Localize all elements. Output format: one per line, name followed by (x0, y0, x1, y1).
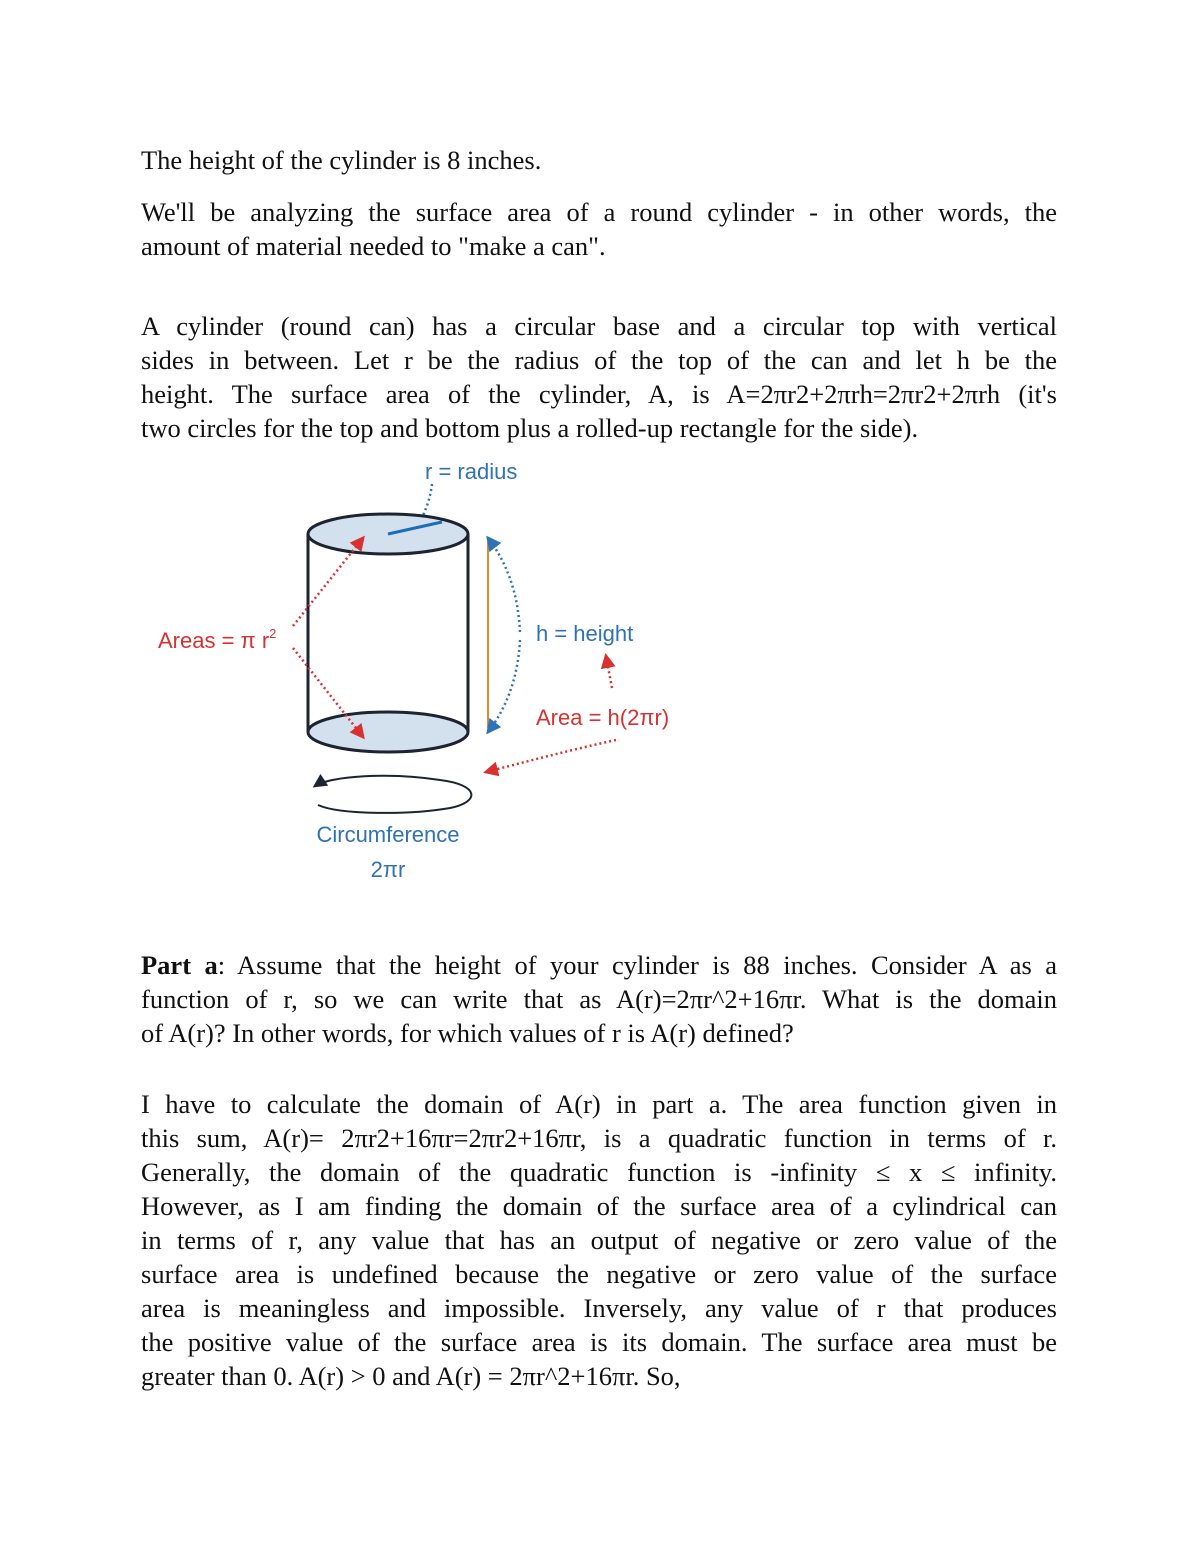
text-line: amount of material needed to "make a can". (141, 231, 606, 261)
analysis-paragraph (141, 195, 1057, 263)
text-line: the positive value of the surface area is its domain. The surface area must be (141, 1327, 1057, 1357)
side-area-arrow-up (606, 656, 612, 688)
text-line: A cylinder (round can) has a circular base and a circular top with vertical (141, 311, 1057, 341)
text-line: area is meaningless and impossible. Inversely, any value of r that produces (141, 1293, 1057, 1323)
text-line: The height of the cylinder is 8 inches. (141, 145, 542, 175)
text-line: two circles for the top and bottom plus a rolled-up rectangle for the side). (141, 413, 919, 443)
text-line: this sum, A(r)= 2πr2+16πr=2πr2+16πr, is a quadratic function in terms of r. (141, 1123, 1057, 1153)
radius-pointer (422, 484, 432, 518)
cylinder-side (308, 534, 468, 732)
circumference-label: Circumference (316, 822, 460, 847)
height-arrow-down (488, 640, 520, 732)
areas-exponent: 2 (269, 626, 277, 641)
height-arrow-up (488, 538, 520, 632)
text-line: greater than 0. A(r) > 0 and A(r) = 2πr^2+16πr. So, (141, 1361, 681, 1391)
radius-label: r = radius (425, 459, 518, 484)
cylinder-diagram (150, 450, 710, 890)
height-sentence (141, 143, 1057, 177)
side-area-arrow (486, 740, 616, 772)
text-line: of A(r)? In other words, for which values of r is A(r) defined? (141, 1018, 794, 1048)
areas-label-text: Areas = π r (158, 628, 270, 653)
areas-label (158, 626, 276, 653)
answer-paragraph (141, 1087, 1057, 1393)
height-label: h = height (536, 621, 634, 646)
cylinder-bottom (308, 712, 468, 752)
text-line: height. The surface area of the cylinder, A, is A=2πr2+2πrh=2πr2+2πrh (it's (141, 379, 1057, 409)
text-line: function of r, so we can write that as A(r)=2πr^2+16πr. What is the domain (141, 984, 1057, 1014)
text-line: We'll be analyzing the surface area of a round cylinder - in other words, the (141, 197, 1057, 227)
text-line: However, as I am finding the domain of the surface area of a cylindrical can (141, 1191, 1057, 1221)
definition-paragraph (141, 309, 1057, 445)
part-a-line-1: : Assume that the height of your cylinder is 88 inches. Consider A as a (217, 950, 1057, 980)
text-line: I have to calculate the domain of A(r) in part a. The area function given in (141, 1089, 1057, 1119)
text-line: surface area is undefined because the negative or zero value of the surface (141, 1259, 1057, 1289)
text-line: sides in between. Let r be the radius of the top of the can and let h be the (141, 345, 1057, 375)
part-a-heading: Part a (141, 950, 218, 980)
text-line: Generally, the domain of the quadratic function is -infinity ≤ x ≤ infinity. (141, 1157, 1057, 1187)
part-a-paragraph (141, 948, 1057, 1050)
circumference-formula: 2πr (370, 857, 406, 882)
side-area-label: Area = h(2πr) (536, 705, 670, 730)
text-line: in terms of r, any value that has an output of negative or zero value of the (141, 1225, 1057, 1255)
text-line (141, 948, 1057, 982)
circumference-arrow (315, 776, 471, 813)
